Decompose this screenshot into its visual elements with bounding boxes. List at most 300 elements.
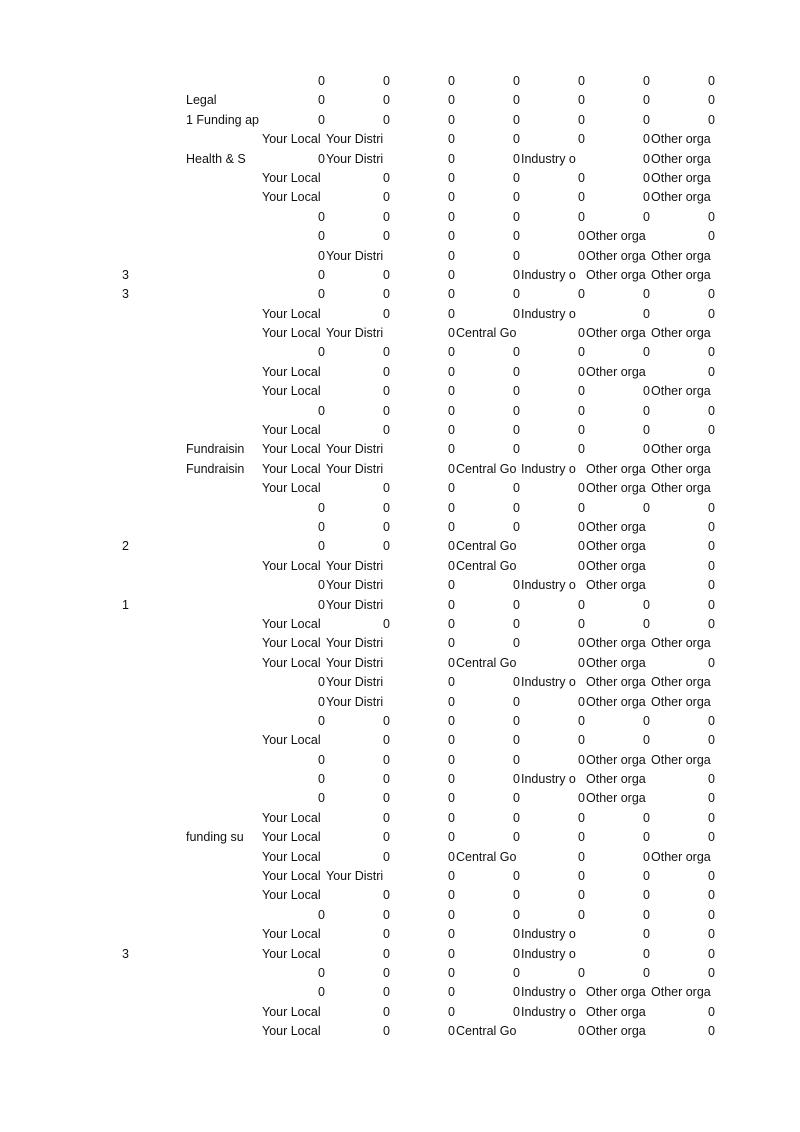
table-cell: Other orga <box>586 229 646 244</box>
table-cell: 0 <box>578 888 585 903</box>
table-cell: 0 <box>643 713 650 728</box>
table-cell: Other orga <box>651 248 711 263</box>
table-cell: Other orga <box>586 248 646 263</box>
table-row <box>0 382 800 401</box>
table-cell: 0 <box>448 74 455 88</box>
table-cell: 0 <box>513 403 520 418</box>
table-cell: 0 <box>578 713 585 728</box>
table-cell: Your Distri <box>326 869 384 884</box>
table-cell: Other orga <box>586 752 646 767</box>
table-cell: 0 <box>643 345 650 360</box>
table-cell: 0 <box>708 772 715 787</box>
table-row <box>0 499 800 518</box>
table-row <box>0 770 800 789</box>
table-cell: Other orga <box>651 481 711 496</box>
table-cell: 0 <box>578 500 585 515</box>
table-cell: 0 <box>448 810 455 825</box>
table-cell: 0 <box>708 655 715 670</box>
table-cell: 0 <box>448 423 455 438</box>
table-cell: Your Distri <box>326 461 384 476</box>
table-cell: 0 <box>578 869 585 884</box>
table-cell: Your Distri <box>326 694 384 709</box>
table-cell: 0 <box>318 713 325 728</box>
table-cell: Industry o <box>521 461 576 476</box>
table-cell: 0 <box>643 500 650 515</box>
table-cell: Your Local <box>262 869 321 884</box>
table-cell: 0 <box>578 810 585 825</box>
table-cell: 0 <box>513 112 520 127</box>
table-cell: 0 <box>513 306 520 321</box>
table-cell: 0 <box>513 384 520 399</box>
table-cell: 0 <box>513 578 520 593</box>
table-cell: 0 <box>643 93 650 108</box>
table-cell: 0 <box>643 442 650 457</box>
table-cell: 0 <box>318 597 325 612</box>
table-cell: Other orga <box>651 442 711 457</box>
table-row <box>0 596 800 615</box>
table-cell: 0 <box>578 655 585 670</box>
table-cell: Other orga <box>586 772 646 787</box>
table-cell: 0 <box>513 713 520 728</box>
table-cell: 0 <box>708 791 715 806</box>
table-cell: 0 <box>578 403 585 418</box>
table-row <box>0 421 800 440</box>
table-cell: 0 <box>383 364 390 379</box>
table-cell: 0 <box>448 170 455 185</box>
table-row <box>0 1003 800 1022</box>
table-cell: Industry o <box>521 946 576 961</box>
table-cell: 0 <box>383 170 390 185</box>
table-cell: 0 <box>708 597 715 612</box>
table-cell: 0 <box>448 500 455 515</box>
table-row <box>0 828 800 847</box>
table-cell: 0 <box>383 965 390 980</box>
table-cell: 0 <box>383 752 390 767</box>
table-cell: Other orga <box>586 364 646 379</box>
table-cell: 0 <box>578 907 585 922</box>
table-row <box>0 576 800 595</box>
table-cell: 0 <box>578 74 585 88</box>
table-cell: 1 <box>122 597 129 612</box>
table-cell: 0 <box>318 907 325 922</box>
table-cell: 0 <box>448 869 455 884</box>
table-cell: 0 <box>318 287 325 302</box>
table-cell: 0 <box>318 112 325 127</box>
table-cell: 0 <box>513 1004 520 1019</box>
table-cell: 0 <box>513 616 520 631</box>
table-cell: 0 <box>448 384 455 399</box>
table-cell: 0 <box>448 694 455 709</box>
table-cell: 0 <box>383 190 390 205</box>
table-cell: 0 <box>383 112 390 127</box>
table-cell: 0 <box>643 403 650 418</box>
table-cell: 0 <box>643 384 650 399</box>
table-cell: 0 <box>448 151 455 166</box>
table-cell: 0 <box>383 1024 390 1039</box>
table-cell: 0 <box>578 326 585 341</box>
table-row <box>0 964 800 983</box>
table-row <box>0 712 800 731</box>
table-cell: 0 <box>383 888 390 903</box>
table-row <box>0 111 800 130</box>
table-cell: 0 <box>448 733 455 748</box>
table-row <box>0 906 800 925</box>
table-cell: 0 <box>513 170 520 185</box>
table-cell: 0 <box>513 132 520 147</box>
table-cell: 0 <box>448 132 455 147</box>
table-cell: Your Local <box>262 636 321 651</box>
table-cell: Your Local <box>262 364 321 379</box>
table-cell: 0 <box>578 733 585 748</box>
table-cell: 0 <box>383 500 390 515</box>
table-cell: 0 <box>383 985 390 1000</box>
table-cell: 0 <box>708 733 715 748</box>
table-cell: 0 <box>578 209 585 224</box>
table-cell: 0 <box>448 248 455 263</box>
table-cell: 0 <box>513 481 520 496</box>
table-cell: 0 <box>448 907 455 922</box>
table-cell: 0 <box>643 190 650 205</box>
table-cell: 0 <box>708 112 715 127</box>
table-cell: 0 <box>448 229 455 244</box>
table-cell: 0 <box>448 364 455 379</box>
table-cell: 0 <box>513 810 520 825</box>
table-cell: Other orga <box>586 1024 646 1039</box>
table-cell: 0 <box>383 267 390 282</box>
table-cell: 0 <box>708 1024 715 1039</box>
table-cell: Fundraisin <box>186 461 245 476</box>
table-cell: Other orga <box>586 481 646 496</box>
table-cell: 0 <box>383 927 390 942</box>
table-cell: Your Local <box>262 655 321 670</box>
table-cell: 0 <box>708 907 715 922</box>
table-row <box>0 867 800 886</box>
table-cell: 0 <box>578 112 585 127</box>
table-cell: 0 <box>383 946 390 961</box>
table-cell: Industry o <box>521 267 576 282</box>
table-cell: 0 <box>448 965 455 980</box>
table-cell: 0 <box>383 384 390 399</box>
table-cell: 0 <box>513 927 520 942</box>
table-cell: 0 <box>448 519 455 534</box>
table-cell: 0 <box>578 364 585 379</box>
table-cell: 0 <box>578 519 585 534</box>
table-cell: 0 <box>383 287 390 302</box>
table-cell: 0 <box>708 578 715 593</box>
table-cell: 0 <box>383 810 390 825</box>
table-cell: 0 <box>448 655 455 670</box>
table-cell: Other orga <box>651 132 711 147</box>
table-cell: 3 <box>122 267 129 282</box>
table-cell: Your Local <box>262 927 321 942</box>
table-row <box>0 150 800 169</box>
table-cell: 0 <box>708 423 715 438</box>
table-cell: Other orga <box>586 675 646 690</box>
table-row <box>0 673 800 692</box>
table-cell: 0 <box>513 151 520 166</box>
table-cell: 0 <box>448 326 455 341</box>
table-cell: 0 <box>513 888 520 903</box>
table-cell: 0 <box>318 345 325 360</box>
table-cell: 0 <box>578 287 585 302</box>
table-cell: Central Go <box>456 326 517 341</box>
table-cell: 0 <box>643 287 650 302</box>
table-cell: 0 <box>448 539 455 554</box>
table-row <box>0 848 800 867</box>
table-cell: Your Local <box>262 190 321 205</box>
table-row <box>0 72 800 91</box>
table-cell: 0 <box>448 713 455 728</box>
table-row <box>0 809 800 828</box>
table-cell: 0 <box>513 733 520 748</box>
table-cell: Central Go <box>456 558 517 573</box>
table-cell: 0 <box>383 907 390 922</box>
table-row <box>0 460 800 479</box>
table-cell: 0 <box>643 616 650 631</box>
table-cell: 0 <box>513 93 520 108</box>
table-cell: 0 <box>578 248 585 263</box>
table-cell: 0 <box>383 481 390 496</box>
table-cell: Industry o <box>521 1004 576 1019</box>
table-cell: 0 <box>448 403 455 418</box>
table-cell: 0 <box>448 209 455 224</box>
table-cell: Other orga <box>651 326 711 341</box>
table-cell: Central Go <box>456 849 517 864</box>
table-row <box>0 169 800 188</box>
table-cell: 0 <box>318 519 325 534</box>
table-cell: 0 <box>578 752 585 767</box>
table-cell: Other orga <box>586 267 646 282</box>
table-cell: Your Local <box>262 830 321 845</box>
table-cell: 0 <box>578 345 585 360</box>
table-cell: Other orga <box>586 1004 646 1019</box>
table-cell: Other orga <box>651 675 711 690</box>
table-cell: 0 <box>578 539 585 554</box>
table-cell: 0 <box>318 772 325 787</box>
table-cell: Industry o <box>521 927 576 942</box>
table-cell: 0 <box>448 287 455 302</box>
table-cell: 0 <box>318 248 325 263</box>
table-cell: 0 <box>383 74 390 88</box>
table-cell: 0 <box>578 93 585 108</box>
table-cell: 0 <box>643 132 650 147</box>
table-cell: 0 <box>448 578 455 593</box>
table-cell: 0 <box>383 830 390 845</box>
table-cell: 0 <box>513 248 520 263</box>
table-cell: 0 <box>448 1024 455 1039</box>
table-cell: Other orga <box>651 636 711 651</box>
table-cell: 0 <box>708 869 715 884</box>
table-cell: 0 <box>318 675 325 690</box>
table-cell: 0 <box>578 558 585 573</box>
table-cell: Other orga <box>586 558 646 573</box>
table-cell: 0 <box>643 830 650 845</box>
table-cell: 0 <box>578 229 585 244</box>
table-cell: Other orga <box>651 170 711 185</box>
table-cell: 0 <box>318 752 325 767</box>
table-cell: 0 <box>643 927 650 942</box>
table-row <box>0 227 800 246</box>
table-row <box>0 479 800 498</box>
table-cell: Industry o <box>521 151 576 166</box>
table-cell: Central Go <box>456 461 517 476</box>
table-cell: 0 <box>708 306 715 321</box>
table-cell: Your Distri <box>326 558 384 573</box>
table-cell: Your Local <box>262 1024 321 1039</box>
table-cell: 1 Funding ap <box>186 112 259 127</box>
table-row <box>0 1022 800 1041</box>
table-cell: 0 <box>708 364 715 379</box>
table-cell: 0 <box>643 907 650 922</box>
table-cell: Your Local <box>262 442 321 457</box>
table-cell: 0 <box>513 946 520 961</box>
table-cell: 0 <box>513 500 520 515</box>
table-cell: Your Distri <box>326 132 384 147</box>
table-row <box>0 208 800 227</box>
table-cell: 0 <box>318 209 325 224</box>
table-cell: 0 <box>513 423 520 438</box>
table-row <box>0 305 800 324</box>
table-cell: Other orga <box>586 326 646 341</box>
table-cell: Your Local <box>262 326 321 341</box>
table-cell: 0 <box>578 791 585 806</box>
table-cell: 0 <box>448 558 455 573</box>
table-cell: 2 <box>122 539 129 554</box>
table-cell: 0 <box>318 403 325 418</box>
table-cell: Your Distri <box>326 597 384 612</box>
table-cell: 0 <box>643 597 650 612</box>
table-row <box>0 751 800 770</box>
table-cell: 0 <box>448 830 455 845</box>
table-cell: 0 <box>578 965 585 980</box>
table-cell: 0 <box>513 752 520 767</box>
table-cell: 0 <box>708 830 715 845</box>
table-cell: Your Local <box>262 616 321 631</box>
table-cell: 0 <box>708 888 715 903</box>
table-row <box>0 654 800 673</box>
table-cell: 0 <box>318 965 325 980</box>
table-cell: 0 <box>318 74 325 88</box>
table-cell: 0 <box>643 112 650 127</box>
table-cell: Other orga <box>586 539 646 554</box>
table-cell: 0 <box>643 74 650 88</box>
table-cell: 0 <box>513 267 520 282</box>
table-cell: 0 <box>383 616 390 631</box>
table-cell: 0 <box>513 675 520 690</box>
table-cell: 0 <box>383 345 390 360</box>
table-cell: 0 <box>708 946 715 961</box>
table-cell: 0 <box>318 791 325 806</box>
table-cell: 0 <box>383 733 390 748</box>
table-cell: 0 <box>708 927 715 942</box>
table-cell: 0 <box>643 170 650 185</box>
table-cell: 0 <box>708 539 715 554</box>
table-cell: Industry o <box>521 578 576 593</box>
table-cell: 0 <box>383 539 390 554</box>
table-cell: 0 <box>383 423 390 438</box>
table-cell: Your Local <box>262 423 321 438</box>
table-cell: Other orga <box>651 190 711 205</box>
table-cell: 0 <box>383 229 390 244</box>
table-row <box>0 91 800 110</box>
table-cell: 0 <box>708 616 715 631</box>
table-cell: 0 <box>513 190 520 205</box>
table-row <box>0 789 800 808</box>
table-cell: 0 <box>383 791 390 806</box>
table-cell: 0 <box>318 985 325 1000</box>
table-cell: 0 <box>578 442 585 457</box>
table-row <box>0 247 800 266</box>
table-cell: 0 <box>643 849 650 864</box>
table-cell: 0 <box>383 519 390 534</box>
table-cell: 0 <box>318 539 325 554</box>
table-cell: 0 <box>448 1004 455 1019</box>
table-cell: Your Local <box>262 733 321 748</box>
table-cell: 0 <box>448 888 455 903</box>
table-row <box>0 945 800 964</box>
table-row <box>0 731 800 750</box>
table-cell: 0 <box>513 442 520 457</box>
table-cell: Other orga <box>651 849 711 864</box>
table-cell: 0 <box>448 616 455 631</box>
table-cell: 0 <box>448 772 455 787</box>
table-cell: Your Local <box>262 170 321 185</box>
table-cell: Your Local <box>262 384 321 399</box>
table-cell: 0 <box>448 985 455 1000</box>
table-cell: 0 <box>318 93 325 108</box>
table-cell: 0 <box>578 616 585 631</box>
table-row <box>0 188 800 207</box>
table-cell: Other orga <box>586 655 646 670</box>
table-row <box>0 537 800 556</box>
table-cell: 0 <box>578 636 585 651</box>
table-row <box>0 363 800 382</box>
table-cell: 0 <box>383 209 390 224</box>
table-cell: 0 <box>578 849 585 864</box>
table-cell: Other orga <box>586 636 646 651</box>
table-cell: Other orga <box>586 791 646 806</box>
table-cell: 0 <box>318 151 325 166</box>
table-cell: 0 <box>708 74 715 88</box>
table-row <box>0 402 800 421</box>
table-cell: 0 <box>708 287 715 302</box>
table-cell: 0 <box>578 830 585 845</box>
table-cell: 0 <box>643 869 650 884</box>
table-cell: 0 <box>643 151 650 166</box>
table-cell: Your Local <box>262 849 321 864</box>
table-cell: 0 <box>578 190 585 205</box>
table-cell: Other orga <box>586 694 646 709</box>
table-cell: Other orga <box>651 694 711 709</box>
table-cell: 0 <box>318 694 325 709</box>
table-cell: 0 <box>448 267 455 282</box>
table-cell: 0 <box>448 345 455 360</box>
table-cell: 0 <box>578 597 585 612</box>
table-cell: 0 <box>448 112 455 127</box>
table-cell: Industry o <box>521 772 576 787</box>
table-cell: 0 <box>578 694 585 709</box>
table-cell: 0 <box>643 810 650 825</box>
table-cell: 0 <box>513 287 520 302</box>
table-cell: 0 <box>578 132 585 147</box>
table-row <box>0 343 800 362</box>
table-cell: 0 <box>708 558 715 573</box>
table-cell: Your Local <box>262 481 321 496</box>
table-cell: Your Local <box>262 132 321 147</box>
table-cell: 0 <box>513 965 520 980</box>
spreadsheet-page <box>0 72 800 1042</box>
table-row <box>0 130 800 149</box>
